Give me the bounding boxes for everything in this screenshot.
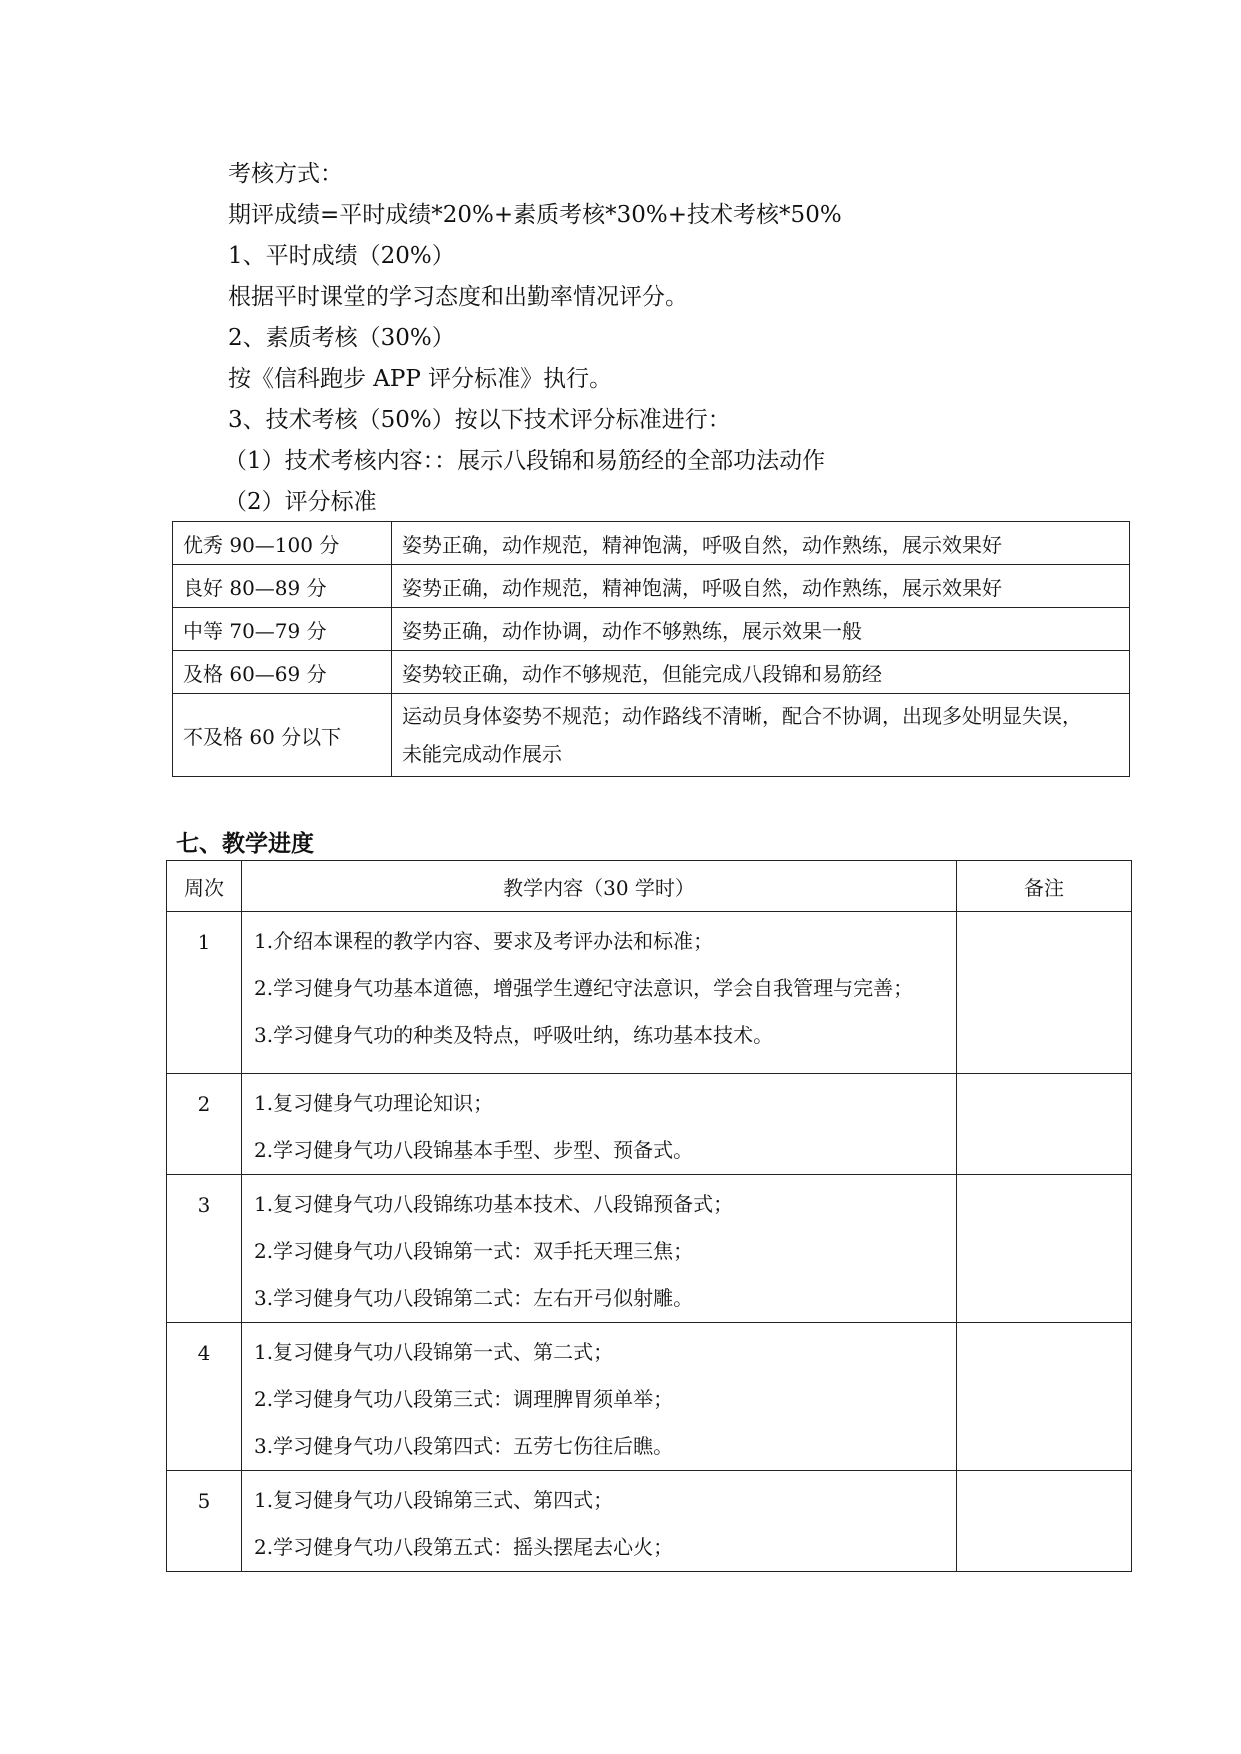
schedule-row [167,912,1132,1074]
section-heading: 七、教学进度 [176,830,314,857]
header-week: 周次 [167,861,242,912]
technical-assessment-heading: 3、技术考核（50%）按以下技术评分标准进行： [228,407,731,433]
week-content [242,1175,957,1323]
schedule-row [167,1323,1132,1471]
assessment-method-label: 考核方式： [228,161,343,187]
grade-level: 中等 70—79 分 [173,608,392,651]
week-number: 2 [167,1074,242,1175]
scoring-standard-label: （2）评分标准 [224,489,377,515]
header-content: 教学内容（30 学时） [242,861,957,912]
week-number: 1 [167,912,242,1074]
content-item: 1.复习健身气功理论知识； [254,1091,494,1115]
week-number: 3 [167,1175,242,1323]
quality-assessment-heading: 2、素质考核（30%） [228,325,455,351]
grading-row [173,565,1130,608]
week-note [957,1471,1132,1572]
content-item: 1.介绍本课程的教学内容、要求及考评办法和标准； [254,929,714,953]
week-note [957,912,1132,1074]
grading-row [173,608,1130,651]
usual-score-heading: 1、平时成绩（20%） [228,243,455,269]
content-item: 1.复习健身气功八段锦第三式、第四式； [254,1488,614,1512]
grade-criteria: 姿势正确，动作规范，精神饱满，呼吸自然，动作熟练，展示效果好 [392,565,1130,608]
week-content [242,1074,957,1175]
grade-criteria [392,694,1130,777]
schedule-row [167,1471,1132,1572]
week-content [242,912,957,1074]
week-note [957,1074,1132,1175]
grade-formula: 期评成绩=平时成绩*20%+素质考核*30%+技术考核*50% [228,202,842,228]
grading-row [173,651,1130,694]
quality-assessment-desc: 按《信科跑步 APP 评分标准》执行。 [228,366,613,392]
week-content [242,1471,957,1572]
grading-table [172,521,1130,777]
schedule-table [166,860,1132,1572]
grade-criteria-line: 未能完成动作展示 [402,742,562,766]
grade-criteria: 姿势较正确，动作不够规范，但能完成八段锦和易筋经 [392,651,1130,694]
content-item: 2.学习健身气功八段第五式：摇头摆尾去心火； [254,1535,674,1559]
week-content [242,1323,957,1471]
week-note [957,1175,1132,1323]
grade-criteria: 姿势正确，动作协调，动作不够熟练，展示效果一般 [392,608,1130,651]
schedule-row [167,1074,1132,1175]
content-item: 3.学习健身气功八段锦第二式：左右开弓似射雕。 [254,1286,694,1310]
week-number: 5 [167,1471,242,1572]
content-item: 2.学习健身气功八段锦基本手型、步型、预备式。 [254,1138,694,1162]
week-note [957,1323,1132,1471]
content-item: 1.复习健身气功八段锦练功基本技术、八段锦预备式； [254,1192,734,1216]
grading-row [173,522,1130,565]
grading-row [173,694,1130,777]
grade-level: 良好 80—89 分 [173,565,392,608]
week-number: 4 [167,1323,242,1471]
usual-score-desc: 根据平时课堂的学习态度和出勤率情况评分。 [228,284,688,310]
content-item: 2.学习健身气功八段第三式：调理脾胃须单举； [254,1387,674,1411]
grade-level: 优秀 90—100 分 [173,522,392,565]
content-item: 3.学习健身气功八段第四式：五劳七伤往后瞧。 [254,1434,674,1458]
grade-criteria-line: 运动员身体姿势不规范；动作路线不清晰，配合不协调，出现多处明显失误， [402,704,1082,728]
content-item: 2.学习健身气功八段锦第一式：双手托天理三焦； [254,1239,694,1263]
content-item: 3.学习健身气功的种类及特点，呼吸吐纳，练功基本技术。 [254,1023,774,1047]
schedule-row [167,1175,1132,1323]
header-note: 备注 [957,861,1132,912]
schedule-header-row [167,861,1132,912]
grade-level: 不及格 60 分以下 [173,694,392,777]
content-item: 1.复习健身气功八段锦第一式、第二式； [254,1340,614,1364]
grade-level: 及格 60—69 分 [173,651,392,694]
content-item: 2.学习健身气功基本道德，增强学生遵纪守法意识，学会自我管理与完善； [254,976,914,1000]
technical-content-line: （1）技术考核内容：：展示八段锦和易筋经的全部功法动作 [224,448,826,474]
grade-criteria: 姿势正确，动作规范，精神饱满，呼吸自然，动作熟练，展示效果好 [392,522,1130,565]
